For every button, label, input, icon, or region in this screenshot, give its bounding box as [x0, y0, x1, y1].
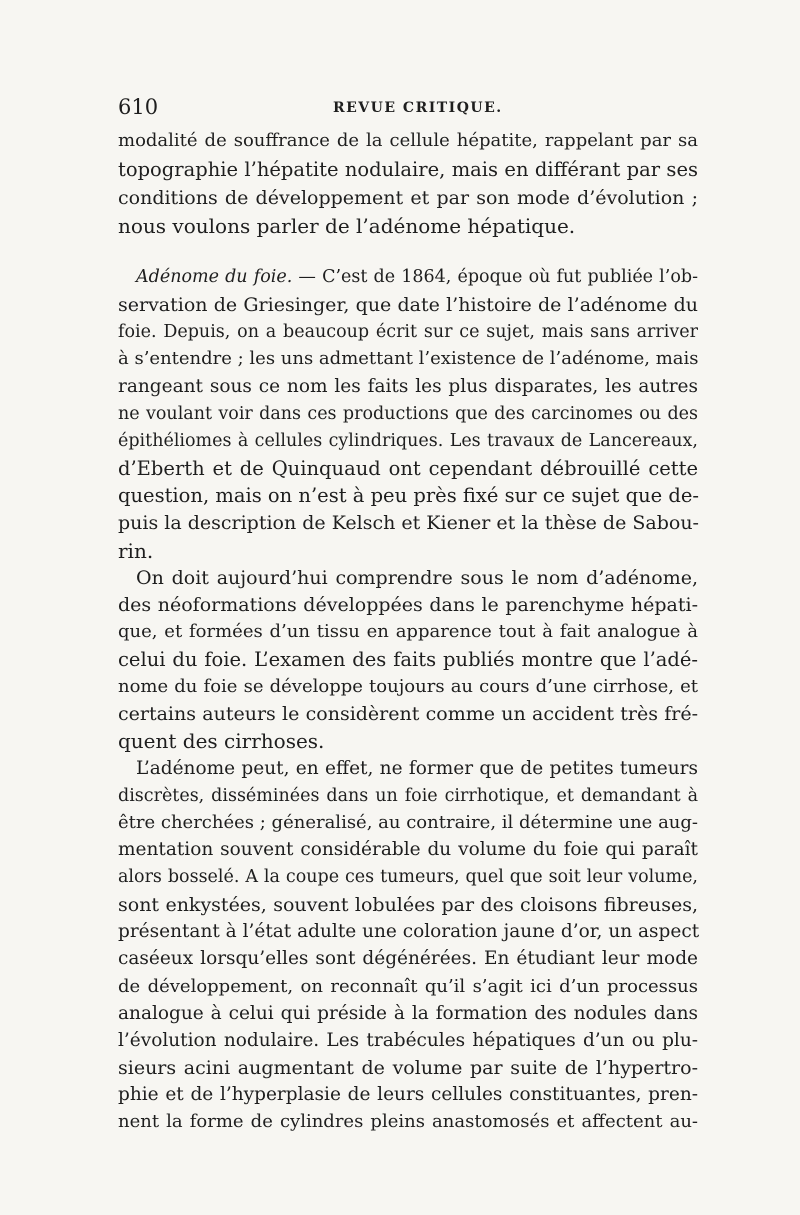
text-line: certains auteurs le considèrent comme un accident très fré-	[118, 703, 698, 725]
text-line: Adénome du foie. — C’est de 1864, époque où fut publiée l’ob-	[136, 267, 698, 287]
text-line: que, et formées d’un tissu en apparence tout à fait analogue à	[118, 621, 698, 642]
text-line: épithéliomes à cellules cylindriques. Les travaux de Lancereaux,	[118, 431, 698, 451]
text-line: discrètes, disséminées dans un foie cirrhotique, et demandant à	[118, 786, 698, 806]
text-line: sieurs acini augmentant de volume par suite de l’hypertro-	[118, 1057, 698, 1079]
text-line: être cherchées ; géneralisé, au contraire, il détermine une aug-	[118, 812, 698, 833]
text-line: nent la forme de cylindres pleins anastomosés et affectent au-	[118, 1111, 698, 1132]
text-line: puis la description de Kelsch et Kiener et la thèse de Sabou-	[118, 512, 699, 534]
page-header	[118, 95, 698, 123]
text-line: des néoformations développées dans le parenchyme hépati-	[118, 594, 698, 616]
text-line: mentation souvent considérable du volume du foie qui paraît	[118, 839, 698, 860]
text-line: nome du foie se développe toujours au cours d’une cirrhose, et	[118, 676, 698, 697]
text-line: question, mais on n’est à peu près fixé sur ce sujet que de-	[118, 484, 699, 507]
text-line: à s’entendre ; les uns admettant l’existence de l’adénome, mais	[118, 348, 699, 369]
text-line: nous voulons parler de l’adénome hépatique.	[118, 214, 576, 238]
text-line: servation de Griesinger, que date l’histoire de l’adénome du	[118, 294, 698, 316]
text-line: l’évolution nodulaire. Les trabécules hépatiques d’un ou plu-	[118, 1030, 698, 1051]
text-line: topographie l’hépatite nodulaire, mais en différant par ses	[118, 158, 698, 181]
text-line: caséeux lorsqu’elles sont dégénérées. En étudiant leur mode	[118, 948, 698, 969]
text-line: analogue à celui qui préside à la formation des nodules dans	[118, 1003, 698, 1024]
text-line: rin.	[118, 539, 154, 563]
text-line: conditions de développement et par son mode d’évolution ;	[118, 187, 698, 209]
text-line: rangeant sous ce nom les faits les plus disparates, les autres	[118, 376, 698, 397]
text-line: modalité de souffrance de la cellule hépatite, rappelant par sa	[118, 130, 698, 151]
text-line: présentant à l’état adulte une coloration jaune d’or, un aspect	[118, 921, 700, 942]
text-line: ne voulant voir dans ces productions que des carcinomes ou des	[118, 404, 698, 424]
page-number: 610	[118, 95, 159, 119]
text-line: celui du foie. L’examen des faits publiés montre que l’adé-	[118, 648, 698, 671]
text-line: d’Eberth et de Quinquaud ont cependant débrouillé cette	[118, 457, 698, 480]
text-line: sont enkystées, souvent lobulées par des cloisons fibreuses,	[118, 894, 698, 916]
running-head: REVUE CRITIQUE.	[333, 100, 503, 116]
text-line: foie. Depuis, on a beaucoup écrit sur ce sujet, mais sans arriver	[118, 322, 698, 342]
text-line: phie et de l’hyperplasie de leurs cellules constituantes, pren-	[118, 1084, 698, 1105]
text-line: alors bosselé. A la coupe ces tumeurs, quel que soit leur volume,	[118, 867, 698, 887]
text-line: de développement, on reconnaît qu’il s’agit ici d’un processus	[118, 976, 698, 997]
text-line: On doit aujourd’hui comprendre sous le nom d’adénome,	[136, 567, 698, 589]
text-line: L’adénome peut, en effet, ne former que de petites tumeurs	[136, 758, 698, 779]
text-line: quent des cirrhoses.	[118, 729, 325, 753]
section-heading: Adénome du foie.	[136, 267, 293, 287]
